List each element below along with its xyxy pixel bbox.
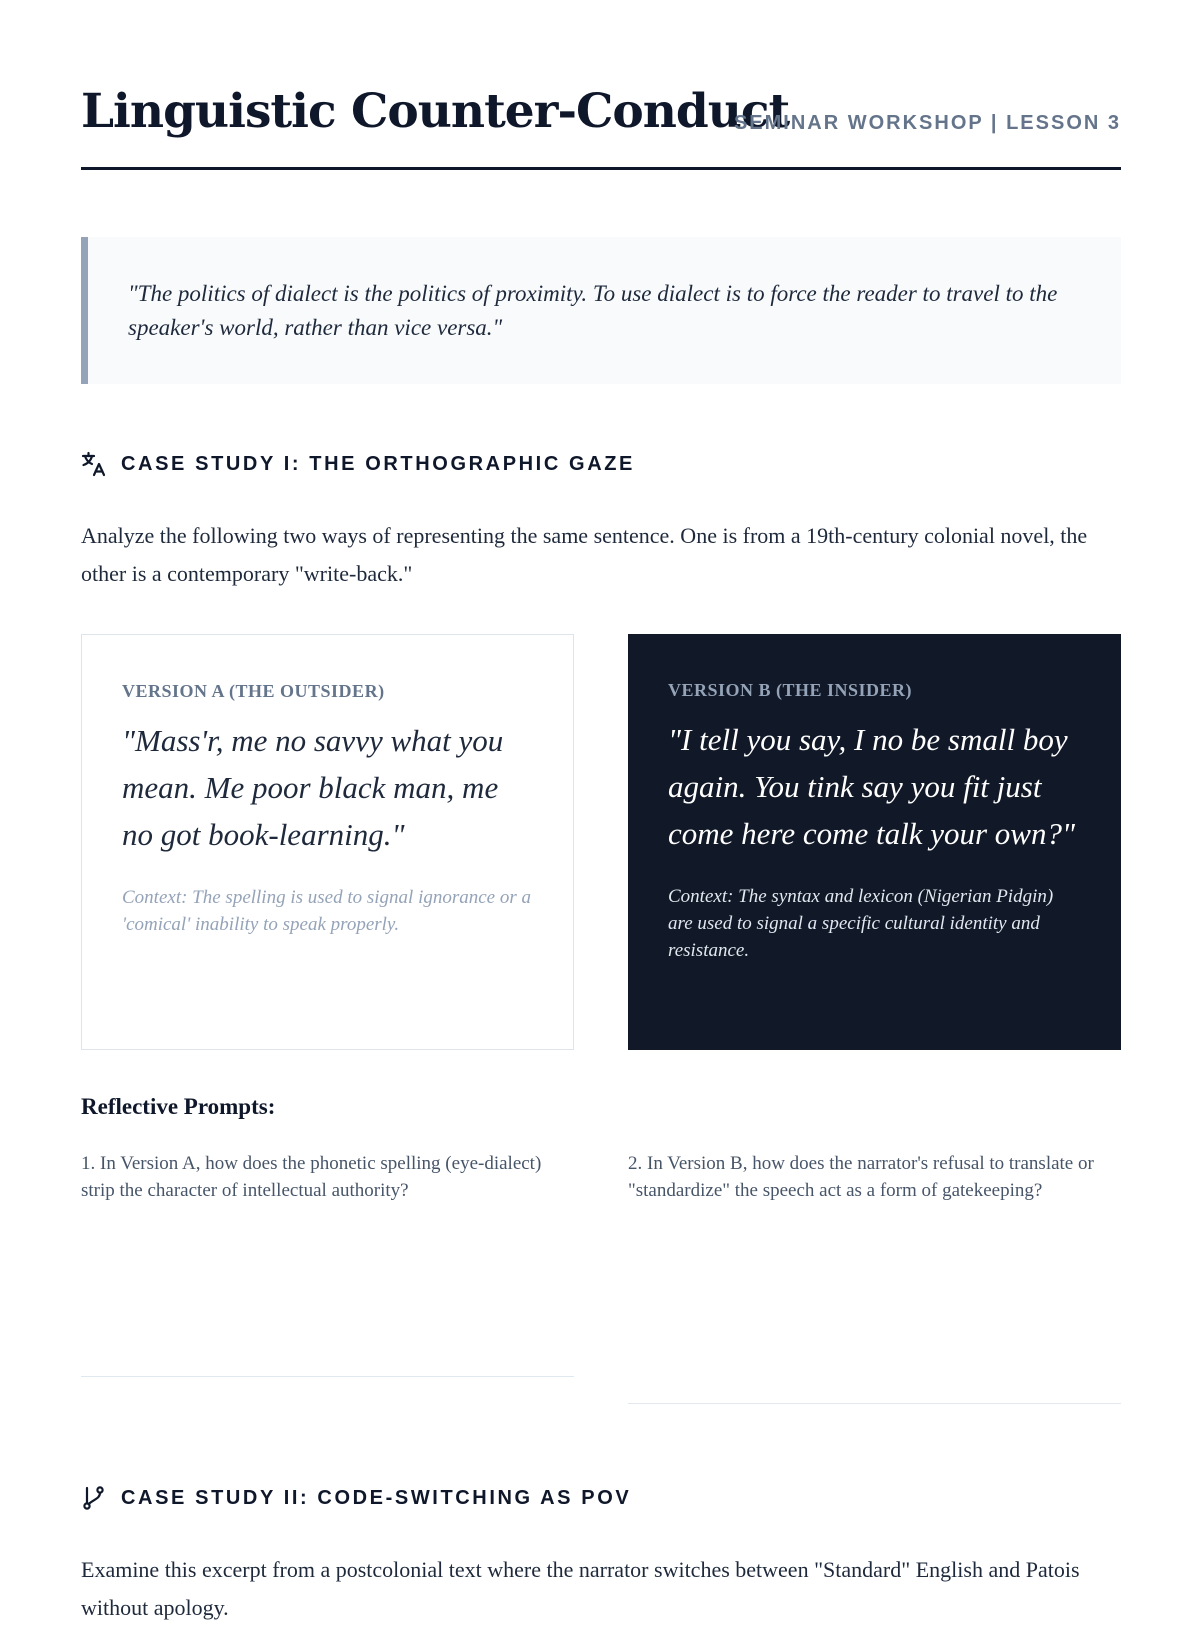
version-b-card xyxy=(628,634,1121,1050)
page-title: Linguistic Counter-Conduct xyxy=(81,84,790,139)
case-study-1-intro: Analyze the following two ways of representing the same sentence. One is from a 19th-century colonial novel, the other is a contemporary "write-back." xyxy=(81,523,1088,586)
case-study-2-title: CASE STUDY II: CODE-SWITCHING AS POV xyxy=(121,1486,632,1509)
version-a-tag: VERSION A (THE OUTSIDER) xyxy=(122,681,385,701)
version-a-quote: "Mass'r, me no savvy what you mean. Me poor black man, me no got book-learning." xyxy=(122,723,504,852)
epigraph-block xyxy=(81,237,1121,384)
version-b-tag: VERSION B (THE INSIDER) xyxy=(668,680,913,700)
page-header xyxy=(81,82,1121,170)
version-a-context: Context: The spelling is used to signal ignorance or a 'comical' inability to speak properly. xyxy=(122,887,532,935)
version-b-quote: "I tell you say, I no be small boy again. You tink say you fit just come here come talk your own?" xyxy=(668,722,1075,851)
case-study-1-title: CASE STUDY I: THE ORTHOGRAPHIC GAZE xyxy=(121,452,635,475)
reflective-prompt-2: 2. In Version B, how does the narrator's refusal to translate or "standardize" the speech act as a form of gatekeeping? xyxy=(628,1153,1094,1201)
answer-line-1[interactable] xyxy=(81,1376,574,1377)
case-study-1-heading xyxy=(81,449,635,479)
version-b-context: Context: The syntax and lexicon (Nigerian Pidgin) are used to signal a specific cultural identity and resistance. xyxy=(668,886,1054,961)
lesson-label: SEMINAR WORKSHOP | LESSON 3 xyxy=(733,112,1121,134)
answer-line-2[interactable] xyxy=(628,1403,1121,1404)
case-study-2-intro: Examine this excerpt from a postcolonial text where the narrator switches between "Standard" English and Patois without apology. xyxy=(81,1557,1080,1620)
translate-icon xyxy=(81,451,107,477)
reflective-prompts-title: Reflective Prompts: xyxy=(81,1094,276,1119)
reflective-prompt-1: 1. In Version A, how does the phonetic spelling (eye-dialect) strip the character of intellectual authority? xyxy=(81,1153,542,1201)
version-a-card xyxy=(81,634,574,1050)
epigraph-text: "The politics of dialect is the politics of proximity. To use dialect is to force the reader to travel to the speaker's world, rather than vice versa." xyxy=(128,281,1058,340)
case-study-2-heading xyxy=(81,1483,631,1513)
branch-icon xyxy=(81,1485,107,1511)
